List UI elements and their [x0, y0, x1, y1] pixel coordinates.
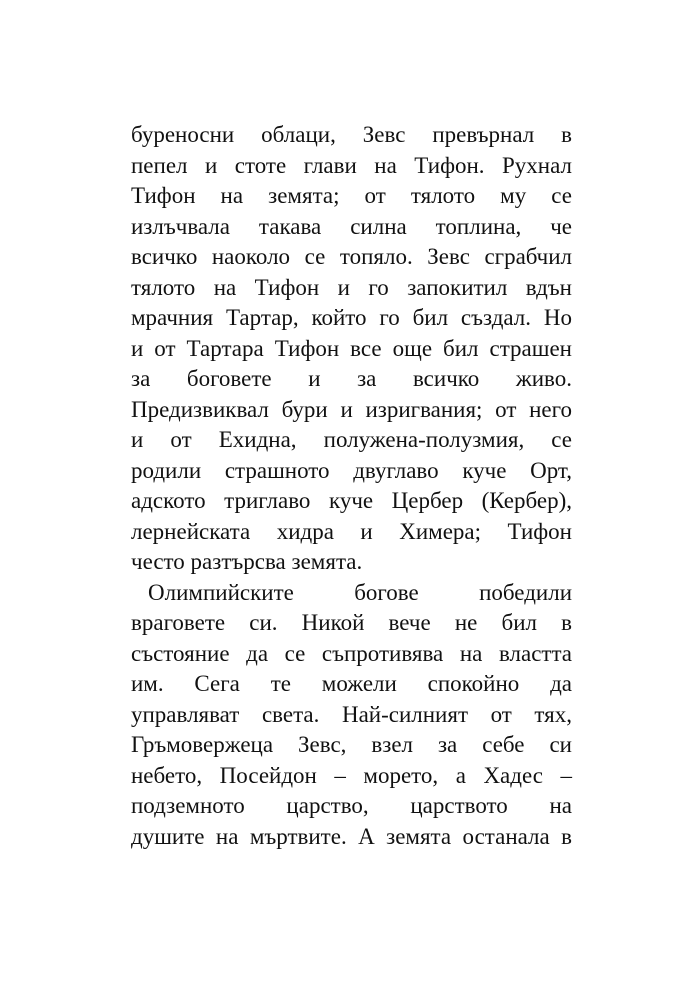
text-line: Предизвиквал бури и изригвания; от него	[131, 396, 572, 422]
body-text	[131, 120, 572, 852]
text-line: за боговете и за всичко живо.	[131, 366, 572, 391]
text-line: състояние да се съпротивява на властта	[131, 640, 572, 666]
text-line: Гръмовержеца Зевс, взел за себе си	[131, 732, 572, 757]
text-line: често разтърсва земята.	[131, 549, 363, 574]
paragraph-2	[131, 578, 572, 853]
text-line: управляват света. Най-силният от тях,	[131, 701, 572, 727]
text-line: и от Ехидна, полужена-полузмия, се	[131, 427, 572, 452]
text-line: буреносни облаци, Зевс превърнал в	[131, 122, 572, 147]
text-line: адското триглаво куче Цербер (Кербер),	[131, 488, 572, 513]
paragraph-1	[131, 120, 572, 578]
text-line: лернейската хидра и Химера; Тифон	[131, 518, 572, 544]
text-line: враговете си. Никой вече не бил в	[131, 610, 572, 635]
text-line: излъчвала такава силна топлина, че	[131, 213, 572, 239]
text-line: всичко наоколо се топяло. Зевс сграбчил	[131, 244, 572, 269]
text-line: небето, Посейдон – морето, а Хадес –	[131, 762, 572, 788]
text-line: Олимпийските богове победили	[148, 579, 572, 605]
text-line: родили страшното двуглаво куче Орт,	[131, 457, 572, 483]
text-line: мрачния Тартар, който го бил създал. Но	[131, 305, 572, 330]
text-line: и от Тартара Тифон все още бил страшен	[131, 335, 572, 361]
text-line: им. Сега те можели спокойно да	[131, 671, 572, 696]
text-line: Тифон на земята; от тялото му се	[131, 183, 572, 208]
text-line: пепел и стоте глави на Тифон. Рухнал	[131, 152, 572, 178]
text-line: душите на мъртвите. А земята останала в	[131, 823, 572, 849]
text-line: тялото на Тифон и го запокитил вдън	[131, 274, 572, 300]
text-line: подземното царство, царството на	[131, 793, 572, 818]
